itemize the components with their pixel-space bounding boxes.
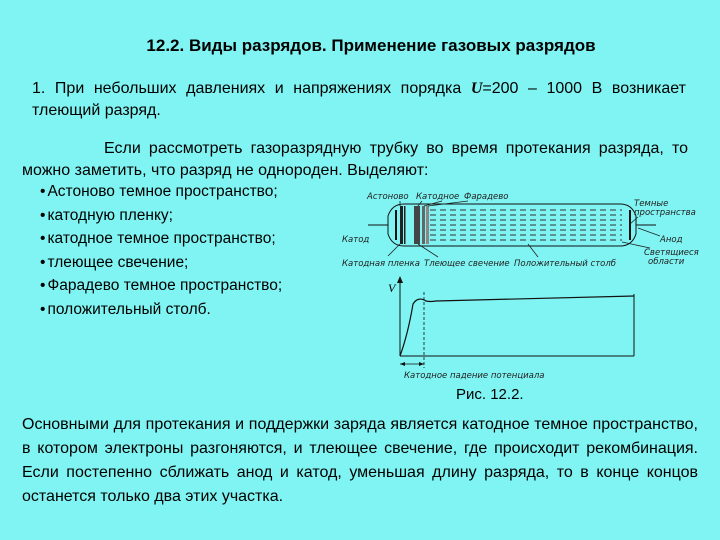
label-dark-spaces-1: Темные — [634, 199, 669, 209]
label-anode: Анод — [660, 235, 683, 245]
paragraph-glow-discharge — [32, 78, 686, 122]
discharge-tube-figure — [338, 184, 710, 394]
para1-text-end: =200 – 1000 В возникает тлеющий разряд. — [32, 80, 687, 119]
label-cathode-drop: Катодное падение потенциала — [404, 371, 545, 381]
voltage-variable: U — [470, 80, 483, 97]
list-item: • катодную пленку; — [40, 204, 282, 228]
positive-column-dashes — [430, 210, 622, 240]
label-dark-spaces-2: пространства — [634, 208, 696, 218]
label-glow: Тлеющее свечение — [424, 259, 510, 269]
label-positive-column: Положительный столб — [514, 259, 617, 269]
label-glowing-2: области — [648, 257, 685, 267]
para1-text-start: 1. При небольших давлениях и напряжениях порядка — [32, 80, 471, 97]
discharge-regions-list — [40, 180, 282, 321]
tube-glow-regions — [400, 206, 429, 244]
label-cathode: Катод — [342, 235, 370, 245]
label-aston: Астоново — [367, 192, 409, 202]
figure-caption: Рис. 12.2. — [456, 386, 524, 403]
label-cathode-top: Катодное — [416, 192, 460, 202]
list-item: • Фарадево темное пространство; — [40, 274, 282, 298]
list-item: • Астоново темное пространство; — [40, 180, 282, 204]
list-item: • тлеющее свечение; — [40, 251, 282, 275]
potential-graph — [388, 276, 634, 381]
list-item: • положительный столб. — [40, 298, 282, 322]
paragraph-conclusion: Основными для протекания и поддержки заряда является катодное темное пространство, в котором электроны разгоняются, и тлеющее свечение, где происходит рекомбинация. Если постепенно сближать анод и катод, уменьшая длину разряда, то в конце концов останется только два этих участка. — [22, 416, 698, 505]
label-cathode-film: Катодная пленка — [342, 259, 420, 269]
axis-v-label: V — [388, 281, 396, 295]
slide-title: 12.2. Виды разрядов. Применение газовых разрядов — [146, 36, 596, 55]
paragraph-tube-intro: Если рассмотреть газоразрядную трубку во время протекания разряда, то можно заметить, что разряд не однороден. Выделяют: — [22, 140, 688, 179]
label-faraday: Фарадево — [464, 192, 509, 202]
list-item: • катодное темное пространство; — [40, 227, 282, 251]
label-glowing-1: Светящиеся — [644, 248, 699, 258]
